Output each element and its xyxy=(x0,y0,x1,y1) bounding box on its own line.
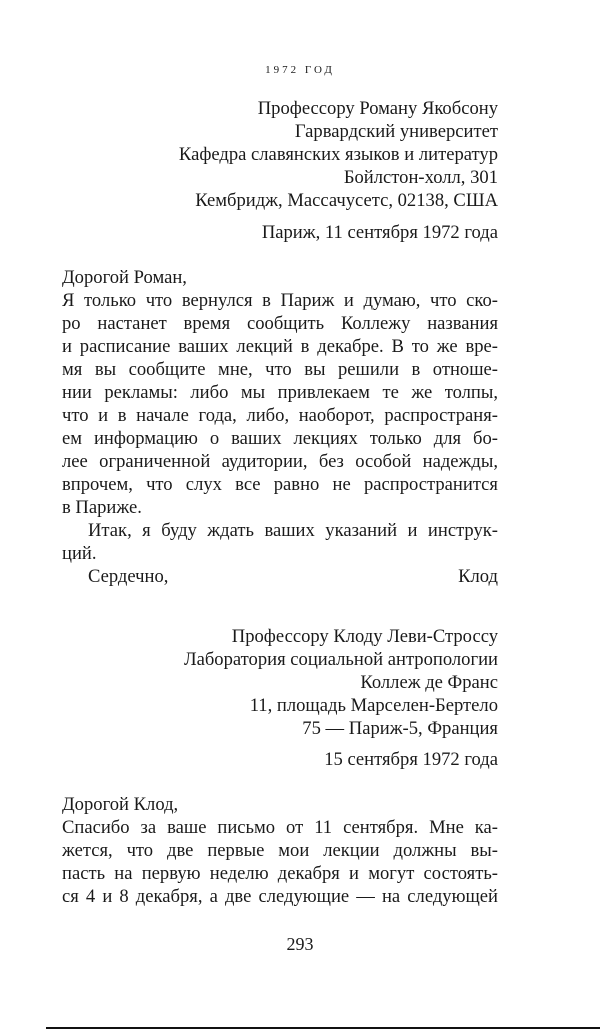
address-line: Бойлстон-холл, 301 xyxy=(343,167,498,188)
address-line: Лаборатория социальной антропологии xyxy=(183,649,498,670)
bottom-rule xyxy=(46,1027,600,1029)
body-line: ций. xyxy=(62,543,97,564)
body-line: нии рекламы: либо мы привлекаем те же толпы, xyxy=(62,382,498,403)
address-line: Кембридж, Массачусетс, 02138, США xyxy=(195,190,498,211)
running-head: 1972 ГОД xyxy=(265,64,335,76)
page-number: 293 xyxy=(286,934,314,954)
letter1-greeting: Дорогой Роман, xyxy=(62,267,187,288)
body-line: ем информацию о ваших лекциях только для бо- xyxy=(62,428,498,449)
body-line: лее ограниченной аудитории, без особой надежды, xyxy=(62,451,498,472)
address-line: 11, площадь Марселен-Бертело xyxy=(249,695,498,716)
address-line: Кафедра славянских языков и литератур xyxy=(178,144,498,165)
body-line: жется, что две первые мои лекции должны вы- xyxy=(62,840,498,861)
body-line: и расписание ваших лекций в декабре. В то же вре- xyxy=(62,336,498,357)
address-line: Профессору Клоду Леви-Строссу xyxy=(231,626,498,647)
letter2-body xyxy=(62,816,498,908)
body-line: что и в начале года, либо, наоборот, распространя- xyxy=(62,405,498,426)
body-line: Итак, я буду ждать ваших указаний и инструк- xyxy=(88,520,498,541)
letter2-address xyxy=(62,625,498,740)
address-line: 75 — Париж-5, Франция xyxy=(302,718,498,739)
body-line: в Париже. xyxy=(62,497,142,518)
body-line: Спасибо за ваше письмо от 11 сентября. Мне ка- xyxy=(62,817,498,838)
body-line: ся 4 и 8 декабря, а две следующие — на следующей xyxy=(62,886,498,907)
letter2-date: 15 сентября 1972 года xyxy=(324,749,498,770)
address-line: Профессору Роману Якобсону xyxy=(257,98,498,119)
body-line: пасть на первую неделю декабря и могут состоять- xyxy=(62,863,498,884)
body-line: мя вы сообщите мне, что вы решили в отноше- xyxy=(62,359,498,380)
body-line: впрочем, что слух все равно не распространится xyxy=(62,474,498,495)
letter1-closing: Сердечно, xyxy=(88,566,169,587)
letter1-signature: Клод xyxy=(458,566,498,587)
body-line: Я только что вернулся в Париж и думаю, что ско- xyxy=(62,290,498,311)
letter1-date: Париж, 11 сентября 1972 года xyxy=(261,222,498,243)
letter2-greeting: Дорогой Клод, xyxy=(62,794,179,815)
address-line: Коллеж де Франс xyxy=(360,672,498,693)
address-line: Гарвардский университет xyxy=(294,121,498,142)
body-line: ро настанет время сообщить Коллежу названия xyxy=(62,313,498,334)
letter1-body xyxy=(62,289,498,588)
letter1-address xyxy=(62,97,498,212)
